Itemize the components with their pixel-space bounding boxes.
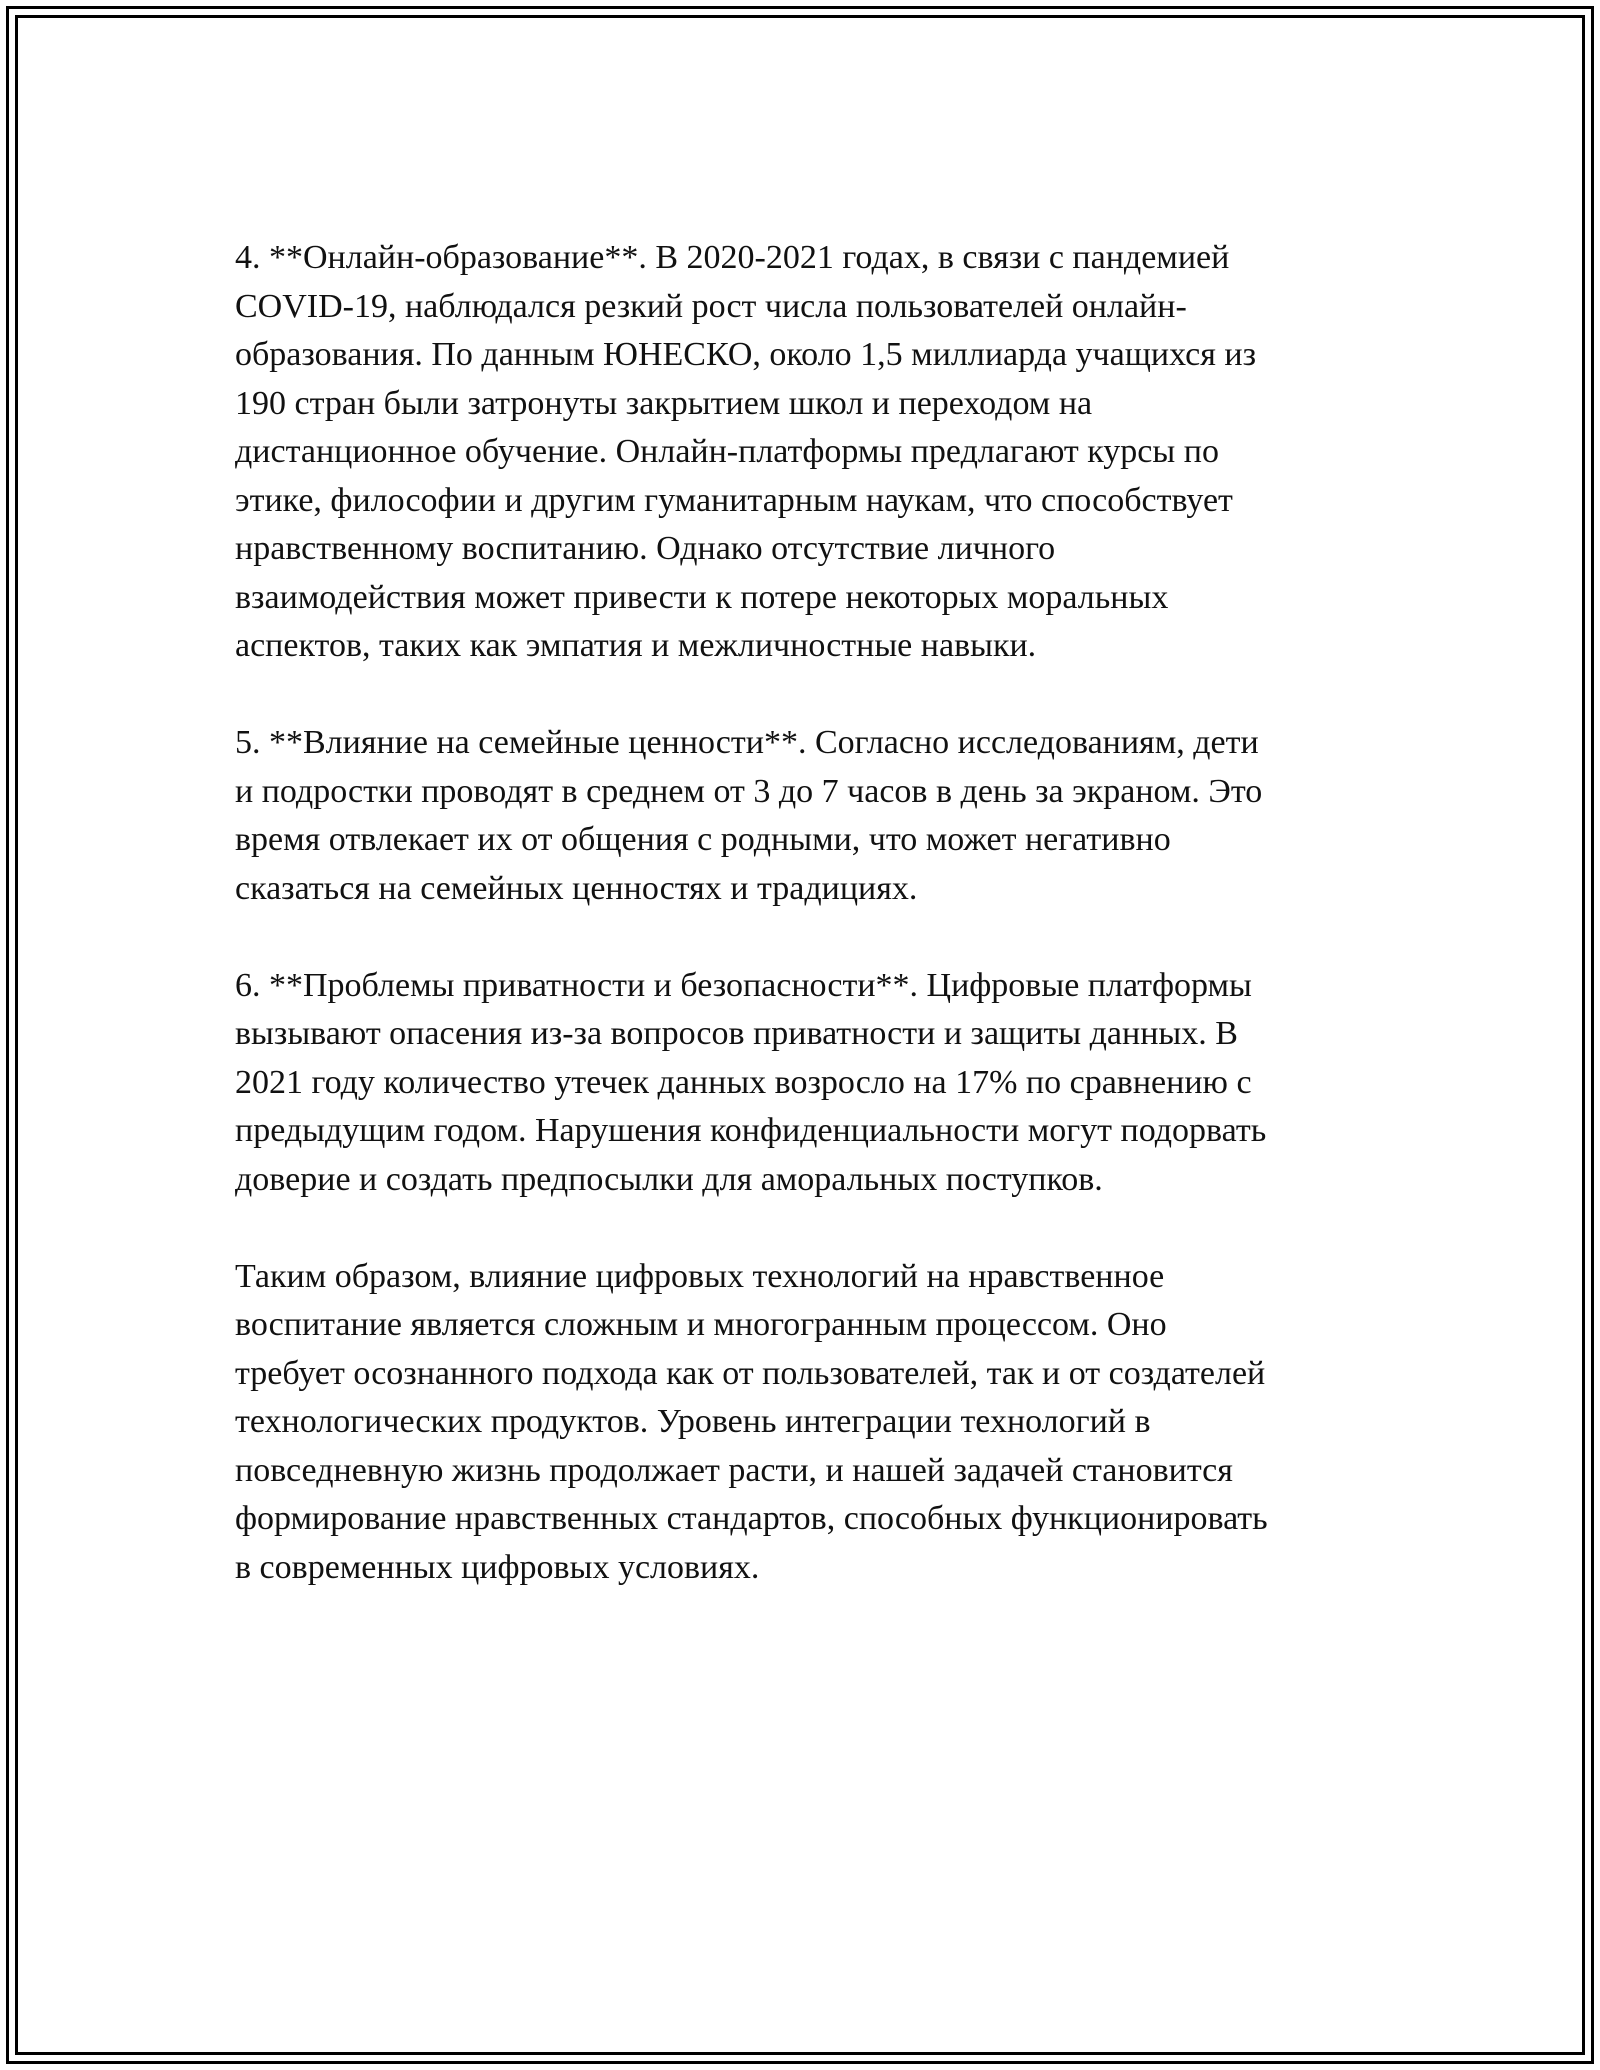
text-line: вызывают опасения из-за вопросов приватности и защиты данных. В (235, 1015, 1238, 1052)
paragraph-privacy-security (235, 962, 1375, 1205)
text-line: аспектов, таких как эмпатия и межличностные навыки. (235, 627, 1037, 664)
text-line: дистанционное обучение. Онлайн-платформы предлагают курсы по (235, 433, 1219, 470)
text-line: сказаться на семейных ценностях и традициях. (235, 869, 918, 907)
text-line: 6. **Проблемы приватности и безопасности**. Цифровые платформы (235, 966, 1252, 1004)
text-line: 2021 году количество утечек данных возросло на 17% по сравнению с (235, 1063, 1252, 1101)
text-line: 5. **Влияние на семейные ценности**. Согласно исследованиям, дети (235, 724, 1259, 761)
text-line: нравственному воспитанию. Однако отсутствие личного (235, 530, 1056, 567)
text-line: воспитание является сложным и многогранным процессом. Оно (235, 1306, 1167, 1343)
paragraph-family-values (235, 719, 1375, 913)
text-line: повседневную жизнь продолжает расти, и нашей задачей становится (235, 1451, 1233, 1489)
text-line: Таким образом, влияние цифровых технологий на нравственное (235, 1257, 1165, 1295)
text-line: 4. **Онлайн-образование**. В 2020-2021 годах, в связи с пандемией (235, 239, 1230, 276)
text-line: технологических продуктов. Уровень интеграции технологий в (235, 1403, 1151, 1440)
text-line: в современных цифровых условиях. (235, 1548, 760, 1586)
paragraph-online-education (235, 234, 1375, 671)
text-line: взаимодействия может привести к потере некоторых моральных (235, 578, 1169, 616)
text-line: предыдущим годом. Нарушения конфиденциальности могут подорвать (235, 1112, 1267, 1149)
text-line: формирование нравственных стандартов, способных функционировать (235, 1500, 1268, 1537)
text-line: доверие и создать предпосылки для аморальных поступков. (235, 1160, 1103, 1198)
document-body (235, 234, 1375, 1641)
paragraph-conclusion (235, 1253, 1375, 1593)
text-line: COVID-19, наблюдался резкий рост числа пользователей онлайн- (235, 287, 1187, 325)
text-line: 190 стран были затронуты закрытием школ и переходом на (235, 384, 1093, 422)
text-line: и подростки проводят в среднем от 3 до 7 часов в день за экраном. Это (235, 772, 1263, 810)
text-line: образования. По данным ЮНЕСКО, около 1,5 миллиарда учащихся из (235, 336, 1256, 373)
text-line: этике, философии и другим гуманитарным наукам, что способствует (235, 481, 1233, 519)
text-line: время отвлекает их от общения с родными, что может негативно (235, 821, 1171, 858)
text-line: требует осознанного подхода как от пользователей, так и от создателей (235, 1354, 1266, 1392)
